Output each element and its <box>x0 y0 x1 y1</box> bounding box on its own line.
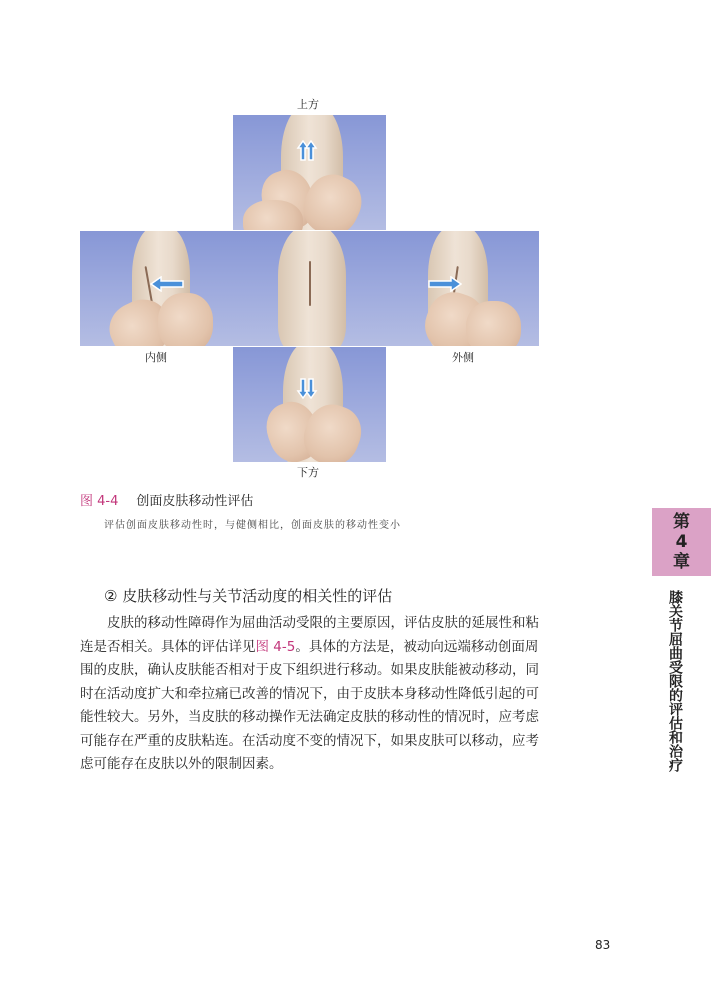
page-number: 83 <box>595 938 611 952</box>
body-text-part2: 。具体的方法是，被动向远端移动创面周围的皮肤，确认皮肤能否相对于皮下组织进行移动。如果皮肤能被动移动，同时在活动度扩大和牵拉痛已改善的情况下，由于皮肤本身移动性降低引起的可能性较大。另外，当皮肤的移动操作无法确定皮肤的移动性的情况时，应考虑可能存在严重的皮肤粘连。在活动度不变的情况下，如果皮肤可以移动，应考虑可能存在皮肤以外的限制因素。 <box>80 638 539 772</box>
chapter-title: 膝关节屈曲受限的评估和治疗 <box>667 590 683 772</box>
arrow-right-icon <box>428 276 462 292</box>
arrow-left-icon <box>150 276 184 292</box>
body-paragraph <box>80 612 550 777</box>
chapter-tab-line1: 第 <box>673 512 690 532</box>
figure-subcaption: 评估创面皮肤移动性时，与健侧相比，创面皮肤的移动性变小 <box>104 520 401 531</box>
photo-bottom <box>233 347 386 462</box>
chapter-tab-line2: 4 <box>675 532 688 552</box>
figure-reference-link[interactable]: 图 4-5 <box>255 638 296 655</box>
chapter-tab-line3: 章 <box>673 552 690 572</box>
photo-top <box>233 115 386 230</box>
photo-center <box>233 231 386 346</box>
label-bottom: 下方 <box>297 466 319 479</box>
chapter-tab[interactable] <box>652 508 711 576</box>
figure-number: 图 4-4 <box>80 494 119 509</box>
figure-caption <box>80 490 253 509</box>
section-title: ② 皮肤移动性与关节活动度的相关性的评估 <box>104 587 393 605</box>
photo-left <box>80 231 233 346</box>
arrow-up-icon <box>296 140 318 162</box>
figure-title: 创面皮肤移动性评估 <box>136 494 254 509</box>
label-top: 上方 <box>297 98 319 111</box>
body-text-part1: 皮肤的移动性障碍作为屈曲活动受限的主要原因，评估皮肤的延展性和粘连是否相关。具体的评估详见 <box>80 615 539 655</box>
label-right: 外侧 <box>452 351 474 364</box>
arrow-down-icon <box>296 377 318 399</box>
photo-right <box>386 231 539 346</box>
label-left: 内侧 <box>145 351 167 364</box>
